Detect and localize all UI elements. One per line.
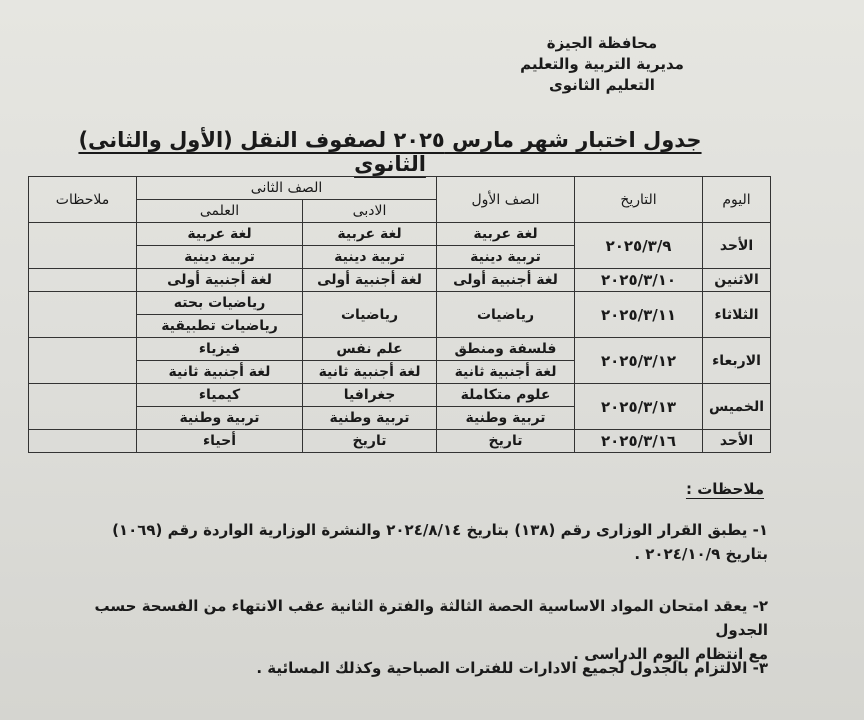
grade1-subject: لغة أجنبية أولى	[437, 269, 575, 292]
science-subject: لغة عربية	[137, 223, 303, 246]
note-1	[38, 518, 768, 566]
grade1-subject: علوم متكاملة	[437, 384, 575, 407]
day-cell: الثلاثاء	[703, 292, 771, 338]
notes-cell	[29, 430, 137, 453]
note-1-line-1: ١- يطبق القرار الوزارى رقم (١٣٨) بتاريخ ٢٠٢٤/٨/١٤ والنشرة الوزارية الواردة رقم (١٠٦٩)	[112, 521, 768, 539]
date-cell: ٢٠٢٥/٣/١٢	[575, 338, 703, 384]
header-date: التاريخ	[575, 177, 703, 223]
science-subject: أحياء	[137, 430, 303, 453]
issuer-header	[482, 33, 722, 96]
literary-subject: رياضيات	[303, 292, 437, 338]
literary-subject: تربية وطنية	[303, 407, 437, 430]
literary-subject: لغة أجنبية ثانية	[303, 361, 437, 384]
note-3: ٣- الالتزام بالجدول لجميع الادارات للفترات الصباحية وكذلك المسائية .	[256, 659, 768, 677]
note-2-line-1: ٢- يعقد امتحان المواد الاساسية الحصة الثالثة والفترة الثانية عقب الانتهاء من الفسحة حسب الجدول	[94, 597, 768, 639]
date-cell: ٢٠٢٥/٣/١٠	[575, 269, 703, 292]
literary-subject: جغرافيا	[303, 384, 437, 407]
day-cell: الخميس	[703, 384, 771, 430]
grade1-subject: تربية دينية	[437, 246, 575, 269]
science-subject: كيمياء	[137, 384, 303, 407]
date-cell: ٢٠٢٥/٣/٩	[575, 223, 703, 269]
table-row	[29, 269, 771, 292]
day-cell: الاربعاء	[703, 338, 771, 384]
header-day: اليوم	[703, 177, 771, 223]
header-grade1: الصف الأول	[437, 177, 575, 223]
literary-subject: تربية دينية	[303, 246, 437, 269]
note-1-line-2: بتاريخ ٢٠٢٤/١٠/٩ .	[634, 545, 768, 563]
exam-schedule-table	[28, 176, 771, 453]
grade1-subject: رياضيات	[437, 292, 575, 338]
directorate-name: مديرية التربية والتعليم	[520, 55, 684, 73]
day-cell: الأحد	[703, 430, 771, 453]
science-subject: لغة أجنبية أولى	[137, 269, 303, 292]
header-literary: الادبى	[303, 200, 437, 223]
date-cell: ٢٠٢٥/٣/١٦	[575, 430, 703, 453]
literary-subject: علم نفس	[303, 338, 437, 361]
table-row	[29, 292, 771, 315]
document-title: جدول اختبار شهر مارس ٢٠٢٥ لصفوف النقل (الأول والثانى) الثانوى	[78, 128, 702, 176]
grade1-subject: تربية وطنية	[437, 407, 575, 430]
science-subject: لغة أجنبية ثانية	[137, 361, 303, 384]
literary-subject: تاريخ	[303, 430, 437, 453]
table-row	[29, 338, 771, 361]
notes-heading: ملاحظات :	[685, 480, 764, 498]
date-cell: ٢٠٢٥/٣/١٣	[575, 384, 703, 430]
department-name: التعليم الثانوى	[549, 76, 655, 94]
notes-cell	[29, 223, 137, 269]
header-grade2: الصف الثانى	[137, 177, 437, 200]
literary-subject: لغة أجنبية أولى	[303, 269, 437, 292]
notes-cell	[29, 292, 137, 338]
science-subject: تربية دينية	[137, 246, 303, 269]
table-row	[29, 430, 771, 453]
notes-cell	[29, 269, 137, 292]
science-subject: رياضيات بحته	[137, 292, 303, 315]
day-cell: الأحد	[703, 223, 771, 269]
note-2-line-2: مع انتظام اليوم الدراسى .	[573, 645, 768, 663]
notes-cell	[29, 338, 137, 384]
science-subject: رياضيات تطبيقية	[137, 315, 303, 338]
header-science: العلمى	[137, 200, 303, 223]
governorate-name: محافظة الجيزة	[546, 34, 658, 52]
table-row	[29, 223, 771, 246]
notes-cell	[29, 384, 137, 430]
grade1-subject: تاريخ	[437, 430, 575, 453]
day-cell: الاثنين	[703, 269, 771, 292]
grade1-subject: لغة عربية	[437, 223, 575, 246]
date-cell: ٢٠٢٥/٣/١١	[575, 292, 703, 338]
table-row	[29, 384, 771, 407]
grade1-subject: فلسفة ومنطق	[437, 338, 575, 361]
grade1-subject: لغة أجنبية ثانية	[437, 361, 575, 384]
science-subject: فيزياء	[137, 338, 303, 361]
header-notes: ملاحظات	[29, 177, 137, 223]
table-header-row	[29, 177, 771, 200]
science-subject: تربية وطنية	[137, 407, 303, 430]
literary-subject: لغة عربية	[303, 223, 437, 246]
